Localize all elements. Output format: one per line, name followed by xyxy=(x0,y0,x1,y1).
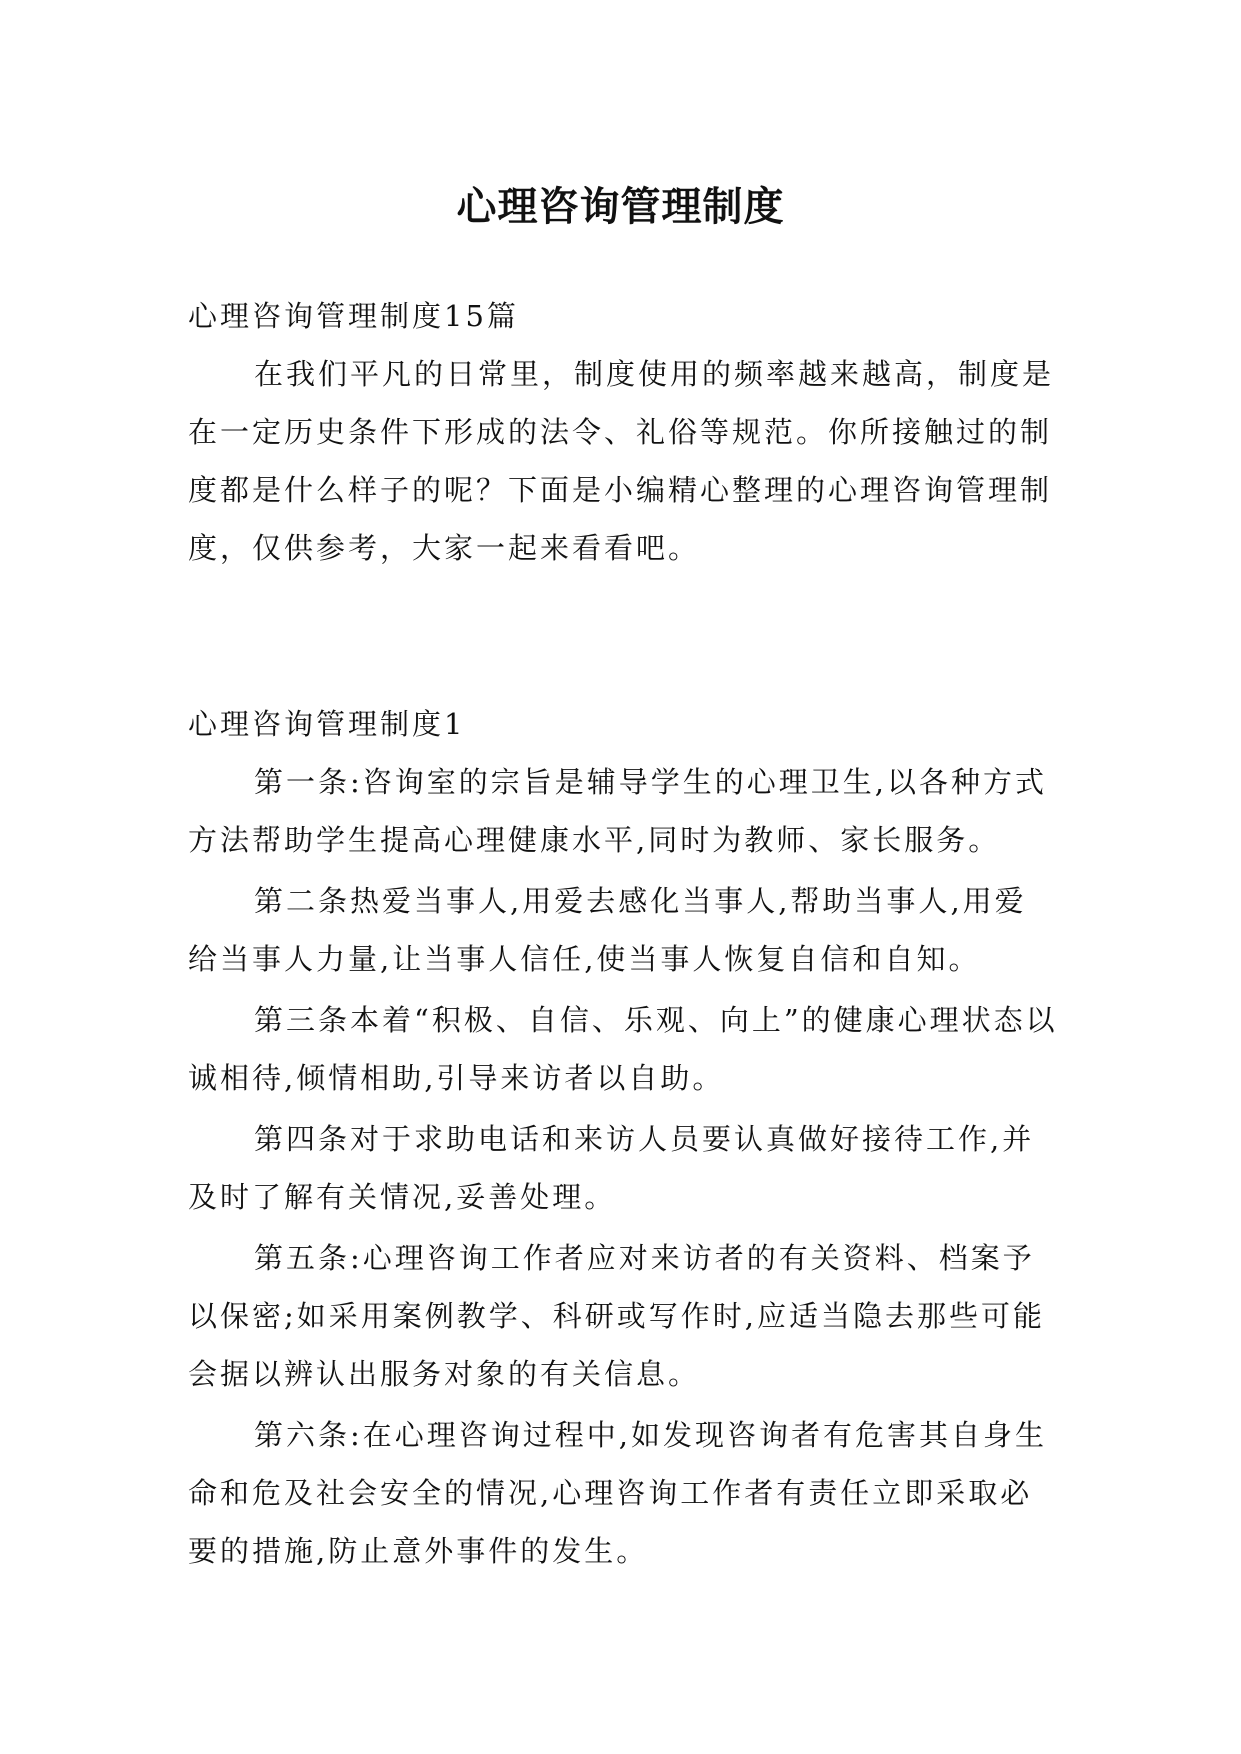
article-paragraph-6: 第六条:在心理咨询过程中,如发现咨询者有危害其自身生命和危及社会安全的情况,心理咨询工作者有责任立即采取必要的措施,防止意外事件的发生。 xyxy=(188,1418,1047,1568)
document-body xyxy=(188,287,1058,1580)
article-paragraph-1: 第一条:咨询室的宗旨是辅导学生的心理卫生,以各种方式方法帮助学生提高心理健康水平,同时为教师、家长服务。 xyxy=(188,765,1047,857)
article-paragraph-4: 第四条对于求助电话和来访人员要认真做好接待工作,并及时了解有关情况,妥善处理。 xyxy=(188,1122,1035,1214)
document-subtitle: 心理咨询管理制度15篇 xyxy=(188,299,519,333)
section-heading: 心理咨询管理制度1 xyxy=(188,707,466,741)
intro-paragraph: 在我们平凡的日常里，制度使用的频率越来越高，制度是在一定历史条件下形成的法令、礼俗等规范。你所接触过的制度都是什么样子的呢？下面是小编精心整理的心理咨询管理制度，仅供参考，大家一起来看看吧。 xyxy=(188,357,1055,565)
article-paragraph-2: 第二条热爱当事人,用爱去感化当事人,帮助当事人,用爱给当事人力量,让当事人信任,使当事人恢复自信和自知。 xyxy=(188,884,1027,976)
article-paragraph-5: 第五条:心理咨询工作者应对来访者的有关资料、档案予以保密;如采用案例教学、科研或写作时,应适当隐去那些可能会据以辨认出服务对象的有关信息。 xyxy=(188,1241,1045,1391)
document-title: 心理咨询管理制度 xyxy=(456,182,785,230)
article-paragraph-3: 第三条本着“积极、自信、乐观、向上”的健康心理状态以诚相待,倾情相助,引导来访者以自助。 xyxy=(188,1003,1058,1095)
